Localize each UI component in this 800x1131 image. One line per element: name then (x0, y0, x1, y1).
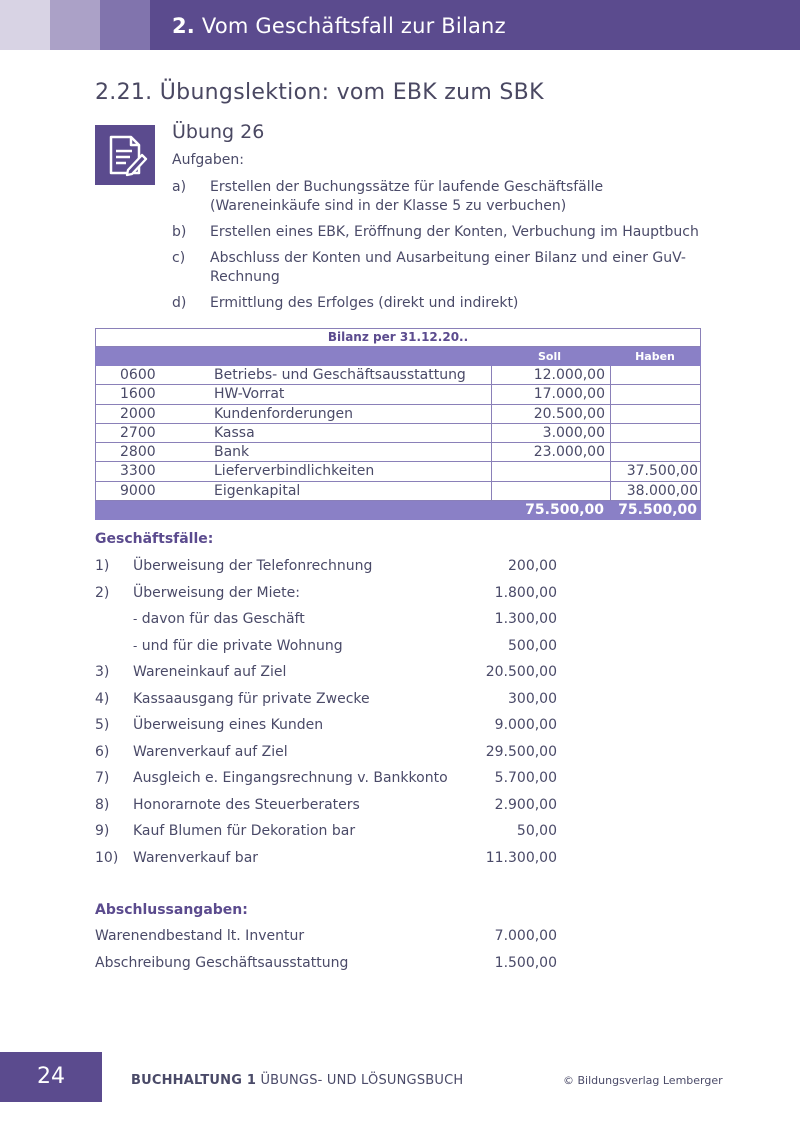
page-number: 24 (0, 1052, 102, 1102)
item-amount: 1.500,00 (494, 954, 557, 971)
dash-marker: - (133, 638, 138, 653)
item-text: Warenverkauf auf Ziel (133, 743, 288, 760)
geschaeftsfaelle-list (95, 556, 565, 874)
soll-value: 12.000,00 (491, 366, 610, 384)
item-text: Warenendbestand lt. Inventur (95, 928, 305, 944)
table-row (95, 462, 701, 481)
copyright: © Bildungsverlag Lemberger (563, 1074, 723, 1087)
total-haben: 75.500,00 (618, 502, 697, 519)
soll-value: 3.000,00 (491, 424, 610, 442)
sub-item-label: und für die private Wohnung (141, 637, 343, 654)
task-letter: b) (172, 224, 187, 240)
item-text: Ausgleich e. Eingangsrechnung v. Bankkonto (133, 770, 448, 786)
item-number: 4) (95, 690, 110, 707)
list-item (95, 715, 565, 742)
list-item (95, 848, 565, 875)
task-item (172, 178, 712, 216)
task-list (172, 178, 712, 320)
soll-value (491, 482, 610, 500)
item-number: 5) (95, 717, 110, 733)
document-edit-icon (95, 125, 155, 185)
item-amount: 300,00 (508, 690, 557, 707)
account-name: Bank (214, 444, 250, 461)
table-row (95, 482, 701, 501)
haben-value (610, 366, 701, 384)
item-number: 1) (95, 558, 110, 574)
task-text: Erstellen eines EBK, Eröffnung der Konten, Verbuchung im Hauptbuch (210, 224, 699, 240)
bilanz-total-row (95, 501, 701, 520)
list-item (95, 662, 565, 689)
item-amount: 7.000,00 (494, 928, 557, 944)
chapter-title (172, 14, 506, 38)
book-title-rest: ÜBUNGS- UND LÖSUNGSBUCH (260, 1073, 464, 1088)
soll-value: 17.000,00 (491, 385, 610, 403)
header-decor-block (100, 0, 150, 50)
list-item (95, 926, 565, 953)
account-code: 0600 (120, 367, 156, 383)
chapter-number: 2. (172, 14, 195, 38)
account-name: Kassa (214, 424, 255, 441)
sub-item-text (133, 609, 305, 629)
list-item (95, 556, 565, 583)
item-text: Abschreibung Geschäftsausstattung (95, 954, 349, 971)
list-item (95, 953, 565, 980)
table-row (95, 443, 701, 462)
account-name: Eigenkapital (214, 482, 301, 499)
book-title-bold: BUCHHALTUNG 1 (131, 1073, 257, 1088)
section-title: 2.21. Übungslektion: vom EBK zum SBK (95, 80, 544, 105)
list-item (95, 742, 565, 769)
task-item (172, 223, 712, 242)
account-code: 2800 (120, 444, 156, 461)
account-code: 2700 (120, 424, 156, 441)
item-text: Überweisung der Telefonrechnung (133, 558, 373, 574)
soll-value: 20.500,00 (491, 405, 610, 423)
list-item (95, 821, 565, 848)
account-name: Lieferverbindlichkeiten (214, 463, 375, 480)
account-code: 3300 (120, 463, 156, 480)
account-code: 1600 (120, 386, 156, 403)
haben-value (610, 424, 701, 442)
task-letter: d) (172, 295, 187, 311)
item-number: 8) (95, 796, 110, 813)
item-text: Warenverkauf bar (133, 849, 259, 866)
task-item (172, 294, 712, 313)
item-number: 9) (95, 823, 110, 839)
list-item (95, 689, 565, 716)
item-text: Überweisung eines Kunden (133, 717, 324, 733)
chapter-title-text: Vom Geschäftsfall zur Bilanz (201, 14, 506, 38)
account-name: HW-Vorrat (214, 386, 285, 403)
account-code: 2000 (120, 405, 156, 422)
item-amount: 500,00 (508, 637, 557, 654)
item-amount: 20.500,00 (485, 664, 557, 680)
abschlussangaben-heading: Abschlussangaben: (95, 902, 248, 918)
list-item (95, 636, 565, 663)
list-item (95, 768, 565, 795)
item-number: 10) (95, 849, 119, 866)
table-row (95, 366, 701, 385)
item-amount: 11.300,00 (485, 849, 557, 866)
exercise-subtitle: Aufgaben: (172, 152, 244, 168)
task-text: Ermittlung des Erfolges (direkt und indirekt) (210, 295, 519, 311)
sub-item-text (133, 636, 343, 656)
list-item (95, 583, 565, 610)
abschlussangaben-list (95, 926, 565, 979)
item-amount: 5.700,00 (494, 770, 557, 786)
item-number: 3) (95, 664, 110, 680)
item-text: Wareneinkauf auf Ziel (133, 664, 287, 680)
task-text: Abschluss der Konten und Ausarbeitung einer Bilanz und einer GuV-Rechnung (210, 250, 686, 285)
item-amount: 1.300,00 (494, 611, 557, 627)
haben-value (610, 443, 701, 461)
item-amount: 2.900,00 (494, 796, 557, 813)
geschaeftsfaelle-heading: Geschäftsfälle: (95, 531, 214, 547)
item-amount: 50,00 (516, 823, 557, 839)
task-letter: a) (172, 179, 187, 195)
item-amount: 1.800,00 (494, 584, 557, 601)
account-name: Betriebs- und Geschäftsausstattung (214, 367, 466, 383)
book-title (131, 1073, 463, 1088)
sub-item-label: davon für das Geschäft (141, 611, 305, 627)
total-soll: 75.500,00 (525, 502, 604, 519)
header-decor-block (50, 0, 100, 50)
exercise-title: Übung 26 (172, 121, 265, 143)
list-item (95, 609, 565, 636)
item-amount: 200,00 (508, 558, 557, 574)
haben-header: Haben (635, 350, 675, 363)
table-row (95, 385, 701, 404)
task-text: Erstellen der Buchungssätze für laufende Geschäftsfälle (Wareneinkäufe sind in der Klasse 5 zu verbuchen) (210, 179, 604, 214)
soll-header: Soll (537, 350, 562, 363)
account-name: Kundenforderungen (214, 405, 353, 422)
task-letter: c) (172, 250, 186, 266)
soll-value (491, 462, 610, 480)
item-text: Kauf Blumen für Dekoration bar (133, 823, 356, 839)
list-item (95, 795, 565, 822)
item-number: 6) (95, 743, 110, 760)
bilanz-table (95, 328, 701, 520)
haben-value (610, 385, 701, 403)
page-header (0, 0, 800, 50)
soll-value: 23.000,00 (491, 443, 610, 461)
table-row (95, 424, 701, 443)
bilanz-header-row (95, 347, 701, 366)
haben-value: 38.000,00 (610, 482, 701, 500)
table-row (95, 405, 701, 424)
dash-marker: - (133, 612, 138, 626)
item-amount: 29.500,00 (485, 743, 557, 760)
account-code: 9000 (120, 482, 156, 499)
item-text: Überweisung der Miete: (133, 584, 300, 601)
header-decor-block (0, 0, 50, 50)
item-amount: 9.000,00 (494, 717, 557, 733)
item-text: Honorarnote des Steuerberaters (133, 796, 360, 813)
item-text: Kassaausgang für private Zwecke (133, 690, 370, 707)
item-number: 2) (95, 584, 110, 601)
item-number: 7) (95, 770, 110, 786)
task-item (172, 249, 712, 287)
haben-value (610, 405, 701, 423)
bilanz-title: Bilanz per 31.12.20.. (95, 328, 701, 347)
haben-value: 37.500,00 (610, 462, 701, 480)
